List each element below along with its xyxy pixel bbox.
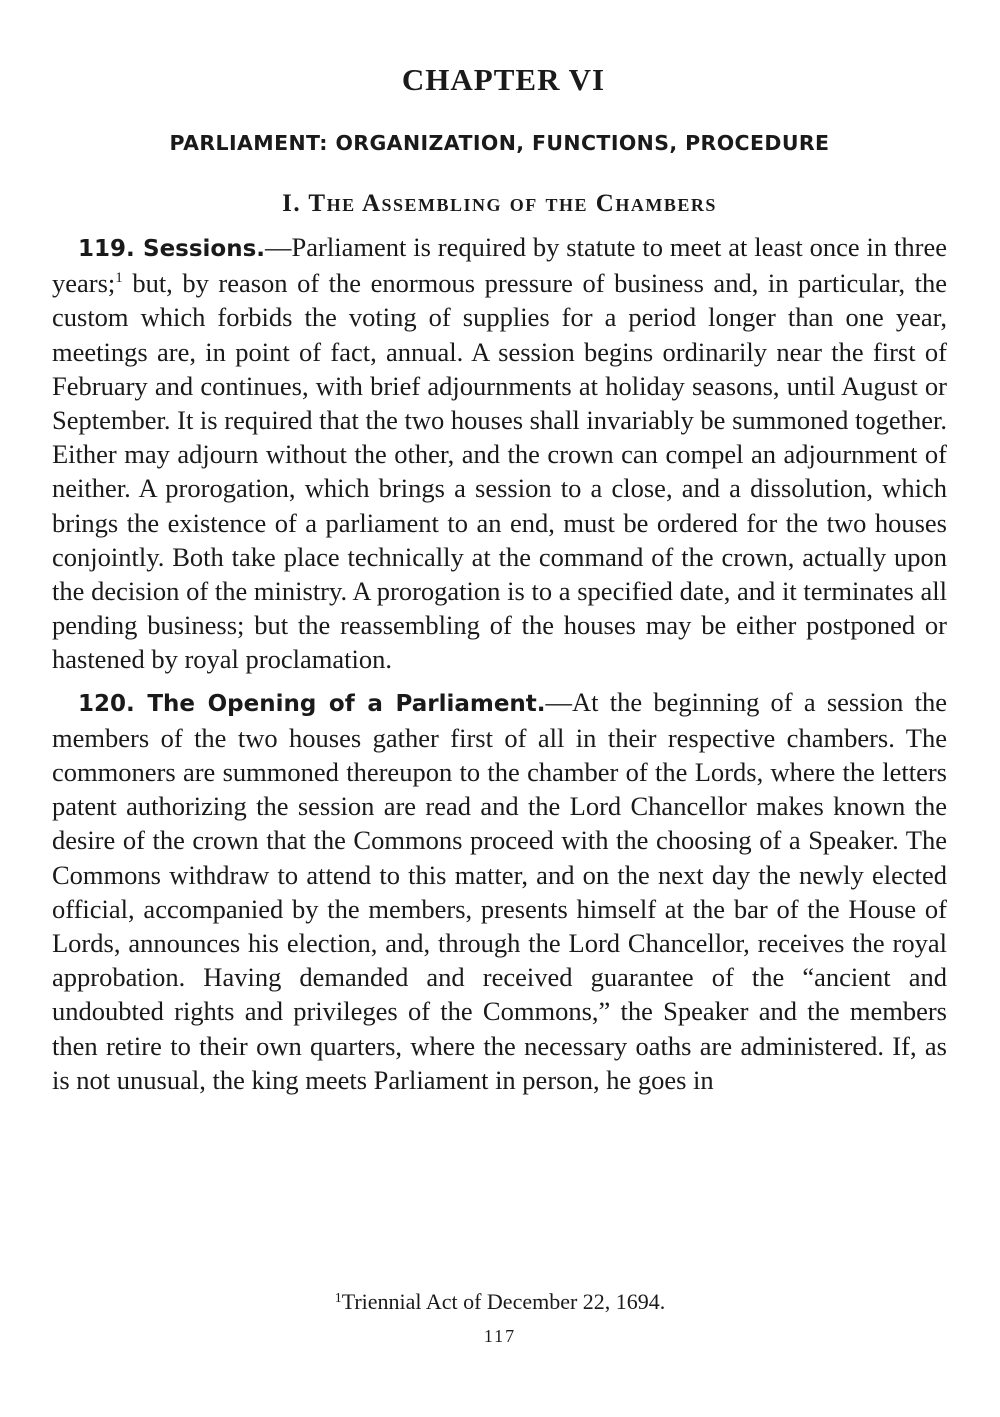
book-page	[52, 58, 947, 1097]
page-number: 117	[483, 1326, 517, 1346]
chapter-subtitle: PARLIAMENT: ORGANIZATION, FUNCTIONS, PROCEDURE	[169, 131, 830, 155]
paragraph-119	[52, 230, 947, 677]
paragraph-text: —Parliament is required by statute to meet at least once in three years;	[52, 232, 947, 299]
footnote-mark: 1	[334, 1291, 342, 1306]
footnote-text: Triennial Act of December 22, 1694.	[341, 1289, 666, 1314]
section-heading: I. The Assembling of the Chambers	[282, 190, 717, 217]
paragraph-120	[52, 685, 947, 1097]
footnote-reference: 1	[115, 270, 123, 287]
paragraph-text: but, by reason of the enormous pressure of business and, in particular, the custom which forbids the voting of supplies for a period longer than one year, meetings are, in point of fact, annual. A session begins ordinarily near the first of February and continues, with brief adjournments at holiday seasons, until August or September. It is required that the two houses shall invariably be summoned together. Either may adjourn without the other, and the crown can compel an adjournment of neither. A prorogation, which brings a session to a close, and a dissolution, which brings the existence of a parliament to an end, must be ordered for the two houses conjointly. Both take place technically at the command of the crown, actually upon the decision of the ministry. A prorogation is to a specified date, and it terminates all pending business; but the reassembling of the houses may be either postponed or hastened by royal proclamation.	[52, 268, 947, 675]
footnote	[0, 1288, 1000, 1316]
paragraph-text: —At the beginning of a session the members of the two houses gather first of all in their respective chambers. The commoners are summoned thereupon to the chamber of the Lords, where the letters patent authorizing the session are read and the Lord Chancellor makes known the desire of the crown that the Commons proceed with the choosing of a Speaker. The Commons withdraw to attend to this matter, and on the next day the newly elected official, accompanied by the members, presents himself at the bar of the House of Lords, announces his election, and, through the Lord Chancellor, receives the royal approbation. Having demanded and received guarantee of the “ancient and undoubted rights and privileges of the Commons,” the Speaker and the members then retire to their own quarters, where the necessary oaths are administered. If, as is not unusual, the king meets Parliament in person, he goes in	[52, 686, 947, 1095]
paragraph-heading: 119. Sessions.	[78, 236, 266, 262]
chapter-title: CHAPTER VI	[401, 62, 606, 97]
paragraph-heading: 120. The Opening of a Parliament.	[78, 690, 546, 717]
